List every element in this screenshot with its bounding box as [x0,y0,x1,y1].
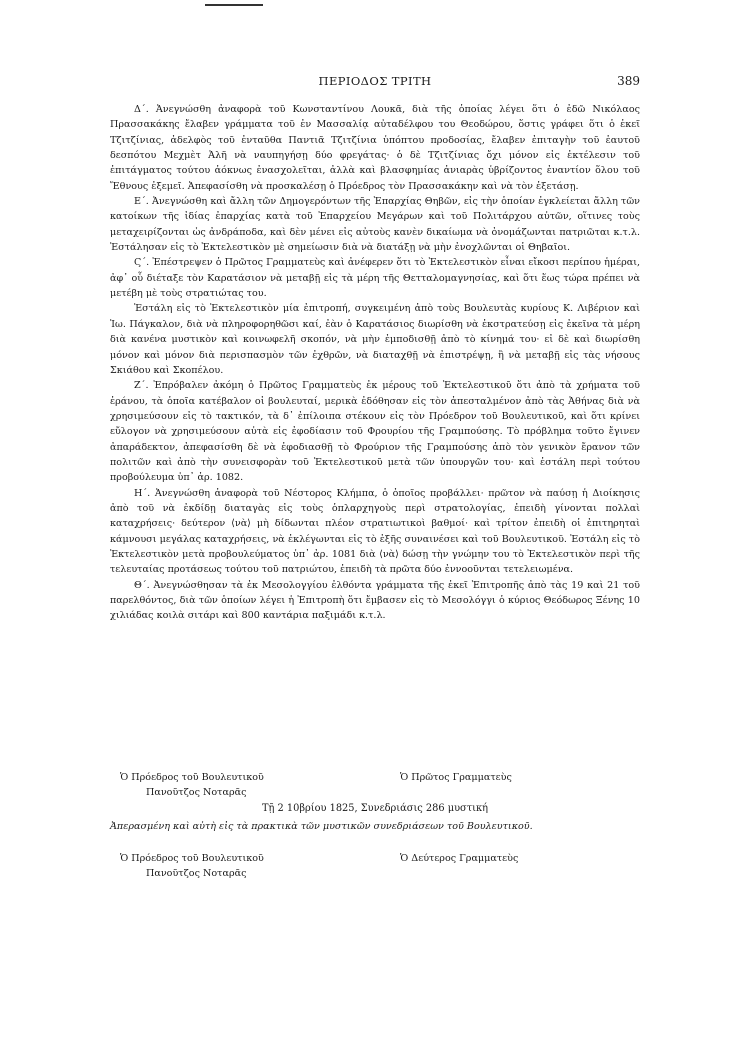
paragraph-zeta: Ζ΄. Ἐπρόβαλεν ἀκόμη ὁ Πρῶτος Γραμματεὺς ἐκ μέρους τοῦ Ἐκτελεστικοῦ ὅτι ἀπὸ τὰ χρήματα τοῦ ἐράνου, τὰ ὁποῖα κατέβαλον οἱ βουλευταί, μερικὰ ἐδόθησαν εἰς τὸν ἀπεσταλμένον ἀπὸ τὰς Ἀθήνας διὰ νὰ χρησιμεύσουν εἰς τὸ τακτικόν, τὰ δ᾽ ἐπίλοιπα στέκουν εἰς τὸν Πρόεδρον τοῦ Βουλευτικοῦ, καὶ ὅτι κρίνει εὔλογον νὰ χρησιμεύσουν αὐτὰ εἰς ἐφοδίασιν τοῦ Φρουρίου τῆς Γραμπούσης. Τὸ πρόβλημα τοῦτο ἔγινεν ἀπαράδεκτον, ἀπεφασίσθη δὲ νὰ ἐφοδιασθῇ τὸ Φρούριον τῆς Γραμπούσης ἀπὸ τὸν γενικὸν ἔρανον τῶν πολιτῶν καὶ ἀπὸ τὴν συνεισφορὰν τοῦ Ἐκτελεστικοῦ μετὰ τῶν ὑπουργῶν του· καὶ ἐστάλη περὶ τούτου προβούλευμα ὑπ᾽ ἀρ. 1082. [110,380,640,484]
running-head: ΠΕΡΙΟΔΟΣ ΤΡΙΤΗ [318,74,432,88]
president-title-2: Ὁ Πρόεδρος τοῦ Βουλευτικοῦ [120,853,264,864]
signature-second-secretary [400,851,518,866]
signature-block-2 [110,851,640,883]
paragraph-theta: Θ΄. Ἀνεγνώσθησαν τὰ ἐκ Μεσολογγίου ἐλθόντα γράμματα τῆς ἐκεῖ Ἐπιτροπῆς ἀπὸ τὰς 19 καὶ 21 τοῦ παρελθόντος, διὰ τῶν ὁποίων λέγει ἡ Ἐπιτροπὴ ὅτι ἔμβασεν εἰς τὸ Μεσολόγγι ὁ κύριος Θεόδωρος Ξένης 10 χιλιάδας κοιλὰ σιτάρι καὶ 800 καντάρια παξιμάδι κ.τ.λ. [110,579,640,622]
signature-president [120,770,264,800]
session-title: Τῇ 2 10βρίου 1825, Συνεδριάσις 286 μυστική [262,803,488,814]
paragraph-epsilon: Ε΄. Ἀνεγνώσθη καὶ ἄλλη τῶν Δημογερόντων τῆς Ἐπαρχίας Θηβῶν, εἰς τὴν ὁποίαν ἐγκλείεται ἄλλη τῶν κατοίκων τῆς ἰδίας ἐπαρχίας κατὰ τοῦ Ἐπαρχείου Μεγάρων καὶ τοῦ Πολιτάρχου αὐτῶν, οἵτινες τοὺς μεταχειρίζονται ὡς ἀνδράποδα, καὶ δὲν μένει εἰς αὐτοὺς κανὲν δικαίωμα νὰ ὀνομάζωνται πατριῶται κ.τ.λ. Ἐστάλησαν εἰς τὸ Ἐκτελεστικὸν μὲ σημείωσιν διὰ νὰ διατάξῃ νὰ μὴν ἐνοχλῶνται οἱ Θηβαῖοι. [110,196,640,254]
signature-first-secretary [400,770,512,785]
paragraph-committee: Ἐστάλη εἰς τὸ Ἐκτελεστικὸν μία ἐπιτροπή, συγκειμένη ἀπὸ τοὺς Βουλευτὰς κυρίους Κ. Λιβέριον καὶ Ἰω. Πάγκαλον, διὰ νὰ πληροφορηθῶσι καί, ἐὰν ὁ Καρατάσιος διωρίσθη νὰ ἐκστρατεύσῃ εἰς ἐκεῖνα τὰ μέρη διὰ κανένα μυστικὸν καὶ κοινωφελῆ σκοπόν, νὰ μὴν ἐμποδισθῇ ἀπὸ τὸ κίνημά του· εἰ δὲ καὶ διωρίσθη μόνον καὶ μόνον διὰ περισπασμὸν τῶν ἐχθρῶν, νὰ διαταχθῇ νὰ ἐπιστρέψῃ, ἢ νὰ μεταβῇ εἰς τὰς νήσους Σκιάθου καὶ Σκοπέλου. [110,303,640,376]
page-number: 389 [617,74,640,88]
paragraph-eta: Η΄. Ἀνεγνώσθη ἀναφορὰ τοῦ Νέστορος Κλήμπα, ὁ ὁποῖος προβάλλει· πρῶτον νὰ παύσῃ ἡ Διοίκησις ἀπὸ τοῦ νὰ ἐκδίδῃ διαταγὰς εἰς τοὺς ὁπλαρχηγοὺς περὶ στρατολογίας, ἐπειδὴ γίνονται πολλαὶ καταχρήσεις· δεύτερον ⟨νὰ⟩ μὴ δίδωνται πλέον στρατιωτικοὶ βαθμοί· καὶ τρίτον ἐπειδὴ οἱ ἐπιτηρηταὶ κάμνουσι μεγάλας καταχρήσεις, νὰ ἐκλέγωνται εἰς τὸ ἑξῆς συναινέσει καὶ τοῦ Βουλευτικοῦ. Ἐστάλη εἰς τὸ Ἐκτελεστικὸν μετὰ προβουλεύματος ὑπ᾽ ἀρ. 1081 διὰ ⟨νὰ⟩ δώσῃ τὴν γνώμην του τὸ Ἐκτελεστικὸν περὶ τῆς τελευταίας προτάσεως τούτου τοῦ πατριώτου, ἐπειδὴ τὰ πρῶτα δύο ἐννοοῦνται τετελειωμένα. [110,487,640,576]
paragraph-delta: Δ΄. Ἀνεγνώσθη ἀναφορὰ τοῦ Κωνσταντίνου Λουκᾶ, διὰ τῆς ὁποίας λέγει ὅτι ὁ ἐδῶ Νικόλαος Πρασσακάκης ἔλαβεν γράμματα τοῦ ἐν Μασσαλίᾳ αὐταδέλφου του Θεοδώρου, ὅστις γράφει ὅτι ὁ ἐκεῖ Τζιτζίνιας, ἀδελφὸς τοῦ ἐνταῦθα Παντιᾶ Τζιτζίνια ὑπόπτου προδοσίας, ἔλαβεν ἐπιταγὴν τοῦ ἑαυτοῦ δεσπότου Μεχμὲτ Ἀλῆ νὰ ναυπηγήσῃ δύο φρεγάτας· ὁ δὲ Τζιτζίνιας ὄχι μόνον εἰς ἐκτέλεσιν τοῦ ἐπιτάγματος τούτου ἀόκνως ἐνασχολεῖται, ἀλλὰ καὶ βλασφημίας ἀνιαρὰς ὑβρίζοντος ἐναντίον ὅλου τοῦ Ἔθνους ἐξεμεῖ. Ἀπεφασίσθη νὰ προσκαλέσῃ ὁ Πρόεδρος τὸν Πρασσακάκην καὶ νὰ τὸν ἐξετάσῃ. [110,104,640,192]
second-secretary-title: Ὁ Δεύτερος Γραμματεὺς [400,853,519,864]
page-header [110,74,640,90]
signature-president-2 [120,851,264,881]
first-secretary-title: Ὁ Πρῶτος Γραμματεὺς [400,772,512,783]
paragraph-stigma: Ϛ΄. Ἐπέστρεψεν ὁ Πρῶτος Γραμματεὺς καὶ ἀνέφερεν ὅτι τὸ Ἐκτελεστικὸν εἶναι εἴκοσι περίπου ἡμέραι, ἀφ᾽ οὗ διέταξε τὸν Καρατάσιον νὰ μεταβῇ εἰς τὰ μέρη τῆς Θετταλομαγνησίας, καὶ ὅτι ἕως τώρα πρέπει νὰ μετέβη μὲ τοὺς στρατιώτας του. [110,257,640,300]
president-title: Ὁ Πρόεδρος τοῦ Βουλευτικοῦ [120,772,264,783]
session-note: Ἀπερασμένη καὶ αὐτὴ εἰς τὰ πρακτικὰ τῶν μυστικῶν συνεδριάσεων τοῦ Βουλευτικοῦ. [110,821,533,832]
top-rule [205,4,263,6]
body-text [110,102,640,624]
president-name: Πανοῦτζος Νοταρᾶς [146,787,247,798]
signature-block-1 [110,770,640,802]
president-name-2: Πανοῦτζος Νοταρᾶς [146,868,247,879]
